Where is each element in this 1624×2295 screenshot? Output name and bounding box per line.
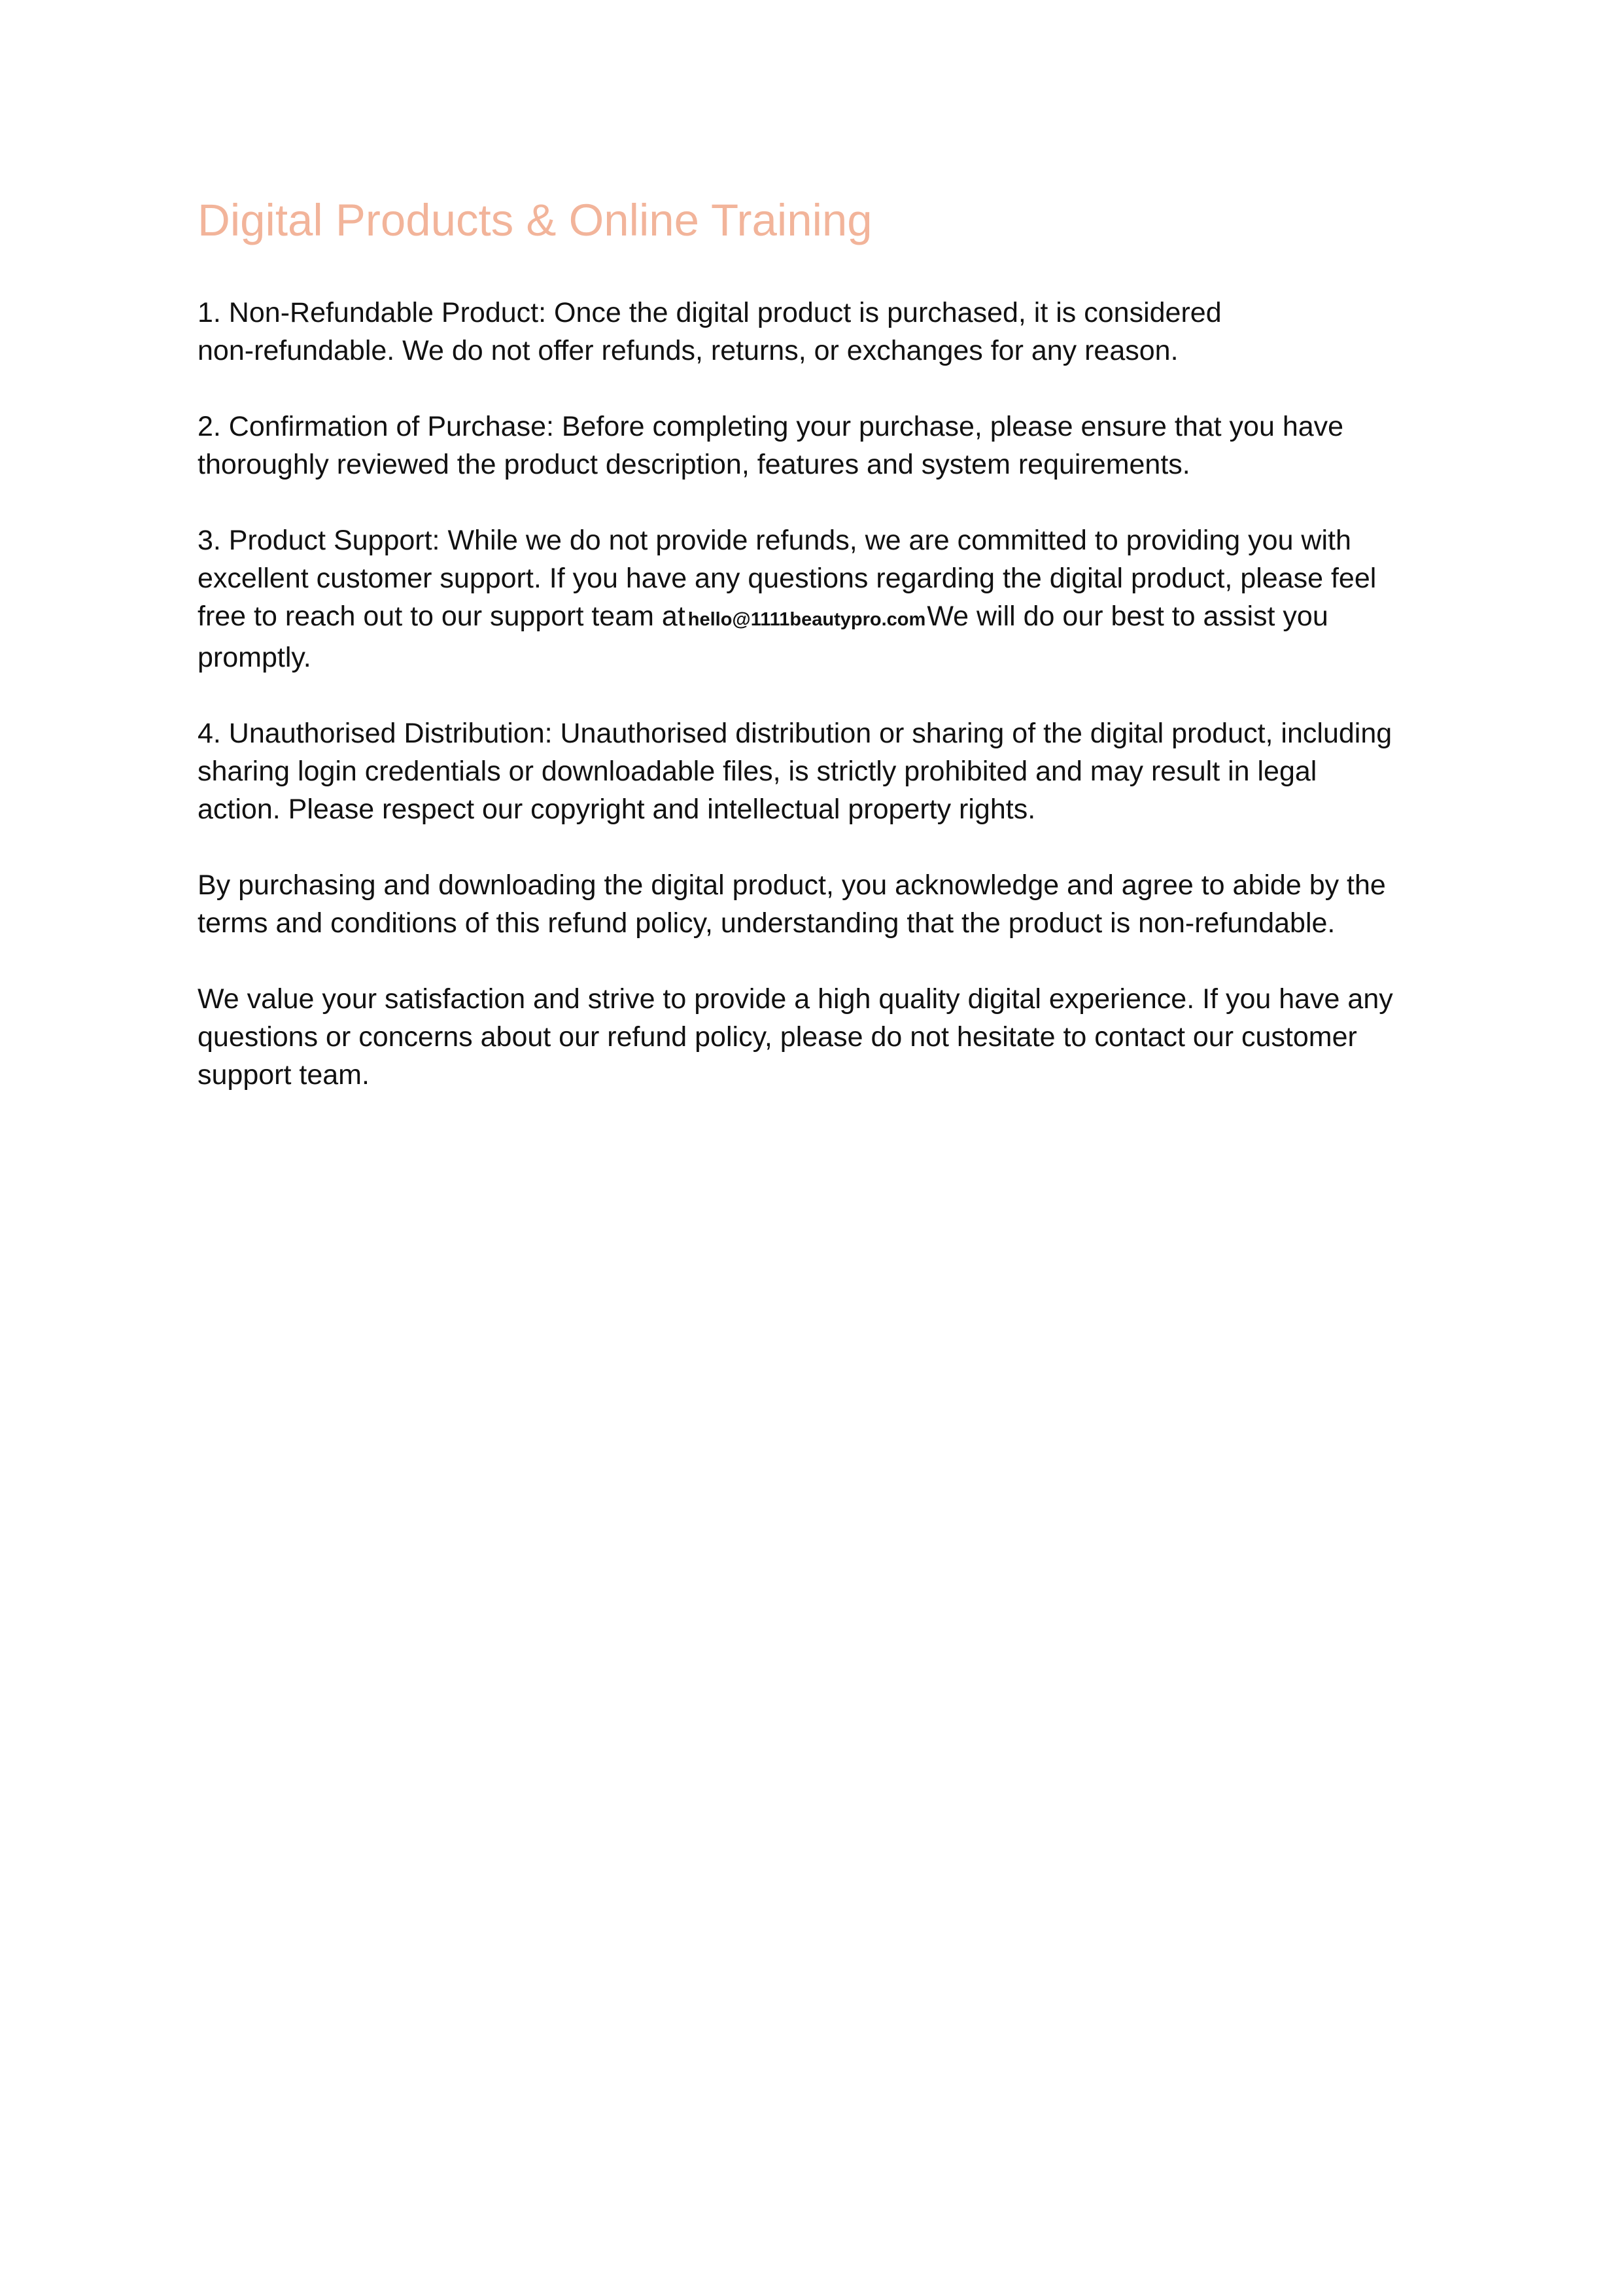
paragraph-line: 3. Product Support: While we do not provide refunds, we are committed to providing you with xyxy=(198,524,1351,556)
document-content xyxy=(198,194,1440,1132)
paragraph-line: 2. Confirmation of Purchase: Before completing your purchase, please ensure that you have xyxy=(198,410,1344,442)
section-satisfaction xyxy=(198,980,1440,1094)
section-unauthorised-distribution xyxy=(198,714,1440,828)
support-email-link[interactable]: hello@1111beautypro.com xyxy=(687,608,926,630)
paragraph-line: support team. xyxy=(198,1059,370,1091)
paragraph-line-with-email xyxy=(198,597,1440,639)
paragraph-line: excellent customer support. If you have any questions regarding the digital product, please feel xyxy=(198,562,1377,594)
support-text-after-email: We will do our best to assist you xyxy=(927,600,1328,632)
paragraph-line: terms and conditions of this refund policy, understanding that the product is non-refundable. xyxy=(198,907,1336,939)
paragraph-line: questions or concerns about our refund policy, please do not hesitate to contact our customer xyxy=(198,1021,1357,1053)
paragraph-line: promptly. xyxy=(198,641,311,673)
paragraph-line: 4. Unauthorised Distribution: Unauthorised distribution or sharing of the digital product, including xyxy=(198,717,1392,749)
section-acknowledgement xyxy=(198,866,1440,942)
paragraph-line: thoroughly reviewed the product description, features and system requirements. xyxy=(198,448,1190,480)
section-non-refundable-product xyxy=(198,294,1440,370)
section-confirmation-of-purchase xyxy=(198,408,1440,483)
page-title: Digital Products & Online Training xyxy=(198,195,872,245)
paragraph-line: 1. Non-Refundable Product: Once the digital product is purchased, it is considered xyxy=(198,296,1222,328)
paragraph-line: We value your satisfaction and strive to provide a high quality digital experience. If you have any xyxy=(198,983,1393,1015)
paragraph-line: By purchasing and downloading the digital product, you acknowledge and agree to abide by the xyxy=(198,869,1386,901)
paragraph-line: sharing login credentials or downloadable files, is strictly prohibited and may result in legal xyxy=(198,755,1317,787)
paragraph-line: action. Please respect our copyright and intellectual property rights. xyxy=(198,793,1036,825)
section-product-support xyxy=(198,521,1440,676)
support-text-before-email: free to reach out to our support team at xyxy=(198,600,685,632)
paragraph-line: non-refundable. We do not offer refunds, returns, or exchanges for any reason. xyxy=(198,334,1179,366)
